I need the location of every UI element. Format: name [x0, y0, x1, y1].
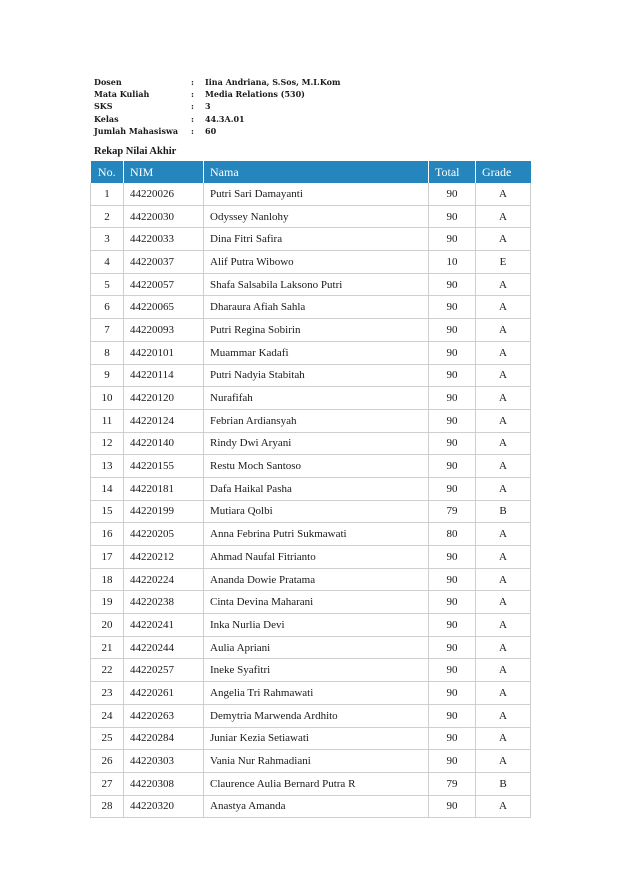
cell-total: 90 [429, 183, 476, 205]
cell-nama: Putri Nadyia Stabitah [204, 364, 429, 387]
cell-total: 90 [429, 568, 476, 591]
cell-nama: Dharaura Afiah Sahla [204, 296, 429, 319]
cell-nim: 44220212 [124, 546, 204, 569]
cell-grade: B [476, 772, 531, 795]
cell-no: 2 [91, 205, 124, 228]
table-row [91, 251, 531, 274]
info-colon: : [191, 77, 194, 87]
cell-grade: A [476, 319, 531, 342]
cell-total: 90 [429, 205, 476, 228]
cell-nama: Inka Nurlia Devi [204, 614, 429, 637]
cell-nim: 44220037 [124, 251, 204, 274]
cell-no: 10 [91, 387, 124, 410]
cell-grade: A [476, 614, 531, 637]
cell-nim: 44220199 [124, 500, 204, 523]
cell-nama: Ahmad Naufal Fitrianto [204, 546, 429, 569]
info-row [94, 100, 340, 112]
cell-nim: 44220308 [124, 772, 204, 795]
cell-total: 90 [429, 546, 476, 569]
cell-total: 79 [429, 772, 476, 795]
cell-nama: Vania Nur Rahmadiani [204, 750, 429, 773]
table-row [91, 682, 531, 705]
table-row [91, 636, 531, 659]
cell-nim: 44220263 [124, 704, 204, 727]
cell-grade: A [476, 296, 531, 319]
header-grade: Grade [476, 161, 531, 183]
info-colon: : [191, 89, 194, 100]
cell-grade: A [476, 636, 531, 659]
info-value: 44.3A.01 [205, 113, 245, 124]
cell-nim: 44220065 [124, 296, 204, 319]
info-label: Jumlah Mahasiswa [94, 125, 179, 136]
info-row [94, 125, 340, 137]
cell-no: 17 [91, 546, 124, 569]
cell-grade: E [476, 251, 531, 274]
table-row [91, 614, 531, 637]
cell-grade: A [476, 477, 531, 500]
cell-nim: 44220101 [124, 341, 204, 364]
cell-nim: 44220120 [124, 387, 204, 410]
cell-nim: 44220155 [124, 455, 204, 478]
info-value: Iina Andriana, S.Sos, M.I.Kom [205, 77, 341, 87]
cell-nama: Shafa Salsabila Laksono Putri [204, 273, 429, 296]
table-row [91, 591, 531, 614]
cell-nama: Rindy Dwi Aryani [204, 432, 429, 455]
cell-no: 25 [91, 727, 124, 750]
cell-total: 90 [429, 795, 476, 818]
cell-total: 90 [429, 387, 476, 410]
cell-total: 90 [429, 591, 476, 614]
cell-nama: Nurafifah [204, 387, 429, 410]
cell-no: 20 [91, 614, 124, 637]
cell-nama: Odyssey Nanlohy [204, 205, 429, 228]
cell-no: 28 [91, 795, 124, 818]
cell-no: 16 [91, 523, 124, 546]
table-body [91, 183, 531, 818]
cell-nama: Febrian Ardiansyah [204, 409, 429, 432]
cell-nama: Putri Regina Sobirin [204, 319, 429, 342]
cell-total: 90 [429, 273, 476, 296]
cell-nama: Dafa Haikal Pasha [204, 477, 429, 500]
cell-grade: A [476, 523, 531, 546]
table-header [91, 161, 531, 183]
cell-no: 5 [91, 273, 124, 296]
cell-nama: Alif Putra Wibowo [204, 251, 429, 274]
cell-total: 90 [429, 477, 476, 500]
cell-total: 90 [429, 341, 476, 364]
cell-no: 7 [91, 319, 124, 342]
cell-no: 27 [91, 772, 124, 795]
cell-no: 14 [91, 477, 124, 500]
cell-total: 90 [429, 727, 476, 750]
cell-no: 23 [91, 682, 124, 705]
table-row [91, 568, 531, 591]
cell-nim: 44220284 [124, 727, 204, 750]
cell-grade: A [476, 546, 531, 569]
cell-no: 6 [91, 296, 124, 319]
cell-nama: Ineke Syafitri [204, 659, 429, 682]
cell-total: 90 [429, 704, 476, 727]
table-row [91, 273, 531, 296]
info-value: 3 [205, 101, 211, 112]
section-title: Rekap Nilai Akhir [94, 146, 177, 157]
table-row [91, 704, 531, 727]
table-row [91, 659, 531, 682]
cell-nama: Demytria Marwenda Ardhito [204, 704, 429, 727]
cell-no: 26 [91, 750, 124, 773]
course-info [94, 76, 340, 137]
table-row [91, 772, 531, 795]
cell-total: 10 [429, 251, 476, 274]
cell-total: 90 [429, 455, 476, 478]
info-colon: : [191, 113, 194, 124]
table-row [91, 750, 531, 773]
cell-nama: Juniar Kezia Setiawati [204, 727, 429, 750]
cell-total: 90 [429, 409, 476, 432]
cell-grade: A [476, 273, 531, 296]
cell-nama: Ananda Dowie Pratama [204, 568, 429, 591]
cell-nama: Mutiara Qolbi [204, 500, 429, 523]
cell-total: 80 [429, 523, 476, 546]
cell-total: 90 [429, 432, 476, 455]
table-row [91, 409, 531, 432]
cell-nim: 44220033 [124, 228, 204, 251]
cell-nama: Dina Fitri Safira [204, 228, 429, 251]
cell-nama: Aulia Apriani [204, 636, 429, 659]
info-label: SKS [94, 101, 113, 112]
table-row [91, 296, 531, 319]
table-row [91, 455, 531, 478]
info-label: Dosen [94, 77, 122, 87]
header-nim: NIM [124, 161, 204, 183]
cell-nama: Anna Febrina Putri Sukmawati [204, 523, 429, 546]
cell-grade: A [476, 432, 531, 455]
cell-no: 22 [91, 659, 124, 682]
cell-grade: A [476, 659, 531, 682]
cell-grade: A [476, 341, 531, 364]
cell-nim: 44220030 [124, 205, 204, 228]
table-row [91, 795, 531, 818]
table-row [91, 477, 531, 500]
cell-nim: 44220241 [124, 614, 204, 637]
cell-no: 13 [91, 455, 124, 478]
header-nama: Nama [204, 161, 429, 183]
cell-no: 19 [91, 591, 124, 614]
cell-no: 3 [91, 228, 124, 251]
header-total: Total [429, 161, 476, 183]
cell-grade: A [476, 750, 531, 773]
cell-no: 18 [91, 568, 124, 591]
cell-total: 90 [429, 636, 476, 659]
table-row [91, 341, 531, 364]
info-label: Kelas [94, 113, 119, 124]
table-row [91, 319, 531, 342]
info-value: 60 [205, 125, 217, 136]
cell-nama: Claurence Aulia Bernard Putra R [204, 772, 429, 795]
cell-grade: A [476, 387, 531, 410]
cell-grade: A [476, 364, 531, 387]
table-row [91, 183, 531, 205]
table-row [91, 387, 531, 410]
cell-total: 79 [429, 500, 476, 523]
cell-grade: A [476, 795, 531, 818]
cell-total: 90 [429, 614, 476, 637]
table-row [91, 228, 531, 251]
cell-nim: 44220114 [124, 364, 204, 387]
cell-no: 1 [91, 183, 124, 205]
header-no: No. [91, 161, 124, 183]
cell-no: 21 [91, 636, 124, 659]
cell-nim: 44220140 [124, 432, 204, 455]
cell-total: 90 [429, 659, 476, 682]
table-row [91, 205, 531, 228]
info-row [94, 88, 340, 100]
cell-nama: Muammar Kadafi [204, 341, 429, 364]
table-row [91, 364, 531, 387]
cell-grade: A [476, 455, 531, 478]
cell-grade: A [476, 568, 531, 591]
cell-nama: Putri Sari Damayanti [204, 183, 429, 205]
cell-nim: 44220303 [124, 750, 204, 773]
info-row [94, 76, 340, 88]
cell-no: 12 [91, 432, 124, 455]
table-row [91, 432, 531, 455]
cell-nim: 44220320 [124, 795, 204, 818]
cell-total: 90 [429, 228, 476, 251]
cell-grade: B [476, 500, 531, 523]
table-row [91, 727, 531, 750]
cell-total: 90 [429, 319, 476, 342]
table-row [91, 546, 531, 569]
cell-nim: 44220224 [124, 568, 204, 591]
cell-grade: A [476, 228, 531, 251]
cell-no: 24 [91, 704, 124, 727]
cell-nim: 44220057 [124, 273, 204, 296]
cell-grade: A [476, 205, 531, 228]
cell-grade: A [476, 682, 531, 705]
grades-table [90, 161, 531, 818]
info-row [94, 113, 340, 125]
cell-no: 15 [91, 500, 124, 523]
cell-nim: 44220257 [124, 659, 204, 682]
cell-total: 90 [429, 364, 476, 387]
cell-nim: 44220026 [124, 183, 204, 205]
cell-no: 8 [91, 341, 124, 364]
cell-grade: A [476, 727, 531, 750]
cell-nama: Cinta Devina Maharani [204, 591, 429, 614]
cell-nim: 44220238 [124, 591, 204, 614]
table-row [91, 523, 531, 546]
cell-nama: Restu Moch Santoso [204, 455, 429, 478]
info-value: Media Relations (530) [205, 89, 305, 100]
info-colon: : [191, 125, 194, 136]
info-label: Mata Kuliah [94, 89, 150, 100]
cell-nim: 44220124 [124, 409, 204, 432]
cell-no: 4 [91, 251, 124, 274]
cell-no: 9 [91, 364, 124, 387]
cell-total: 90 [429, 682, 476, 705]
cell-nim: 44220261 [124, 682, 204, 705]
cell-nim: 44220093 [124, 319, 204, 342]
cell-nama: Angelia Tri Rahmawati [204, 682, 429, 705]
cell-no: 11 [91, 409, 124, 432]
cell-total: 90 [429, 296, 476, 319]
info-colon: : [191, 101, 194, 112]
cell-grade: A [476, 591, 531, 614]
cell-nim: 44220181 [124, 477, 204, 500]
cell-nim: 44220244 [124, 636, 204, 659]
cell-grade: A [476, 704, 531, 727]
cell-grade: A [476, 183, 531, 205]
cell-grade: A [476, 409, 531, 432]
cell-nama: Anastya Amanda [204, 795, 429, 818]
cell-total: 90 [429, 750, 476, 773]
cell-nim: 44220205 [124, 523, 204, 546]
table-row [91, 500, 531, 523]
